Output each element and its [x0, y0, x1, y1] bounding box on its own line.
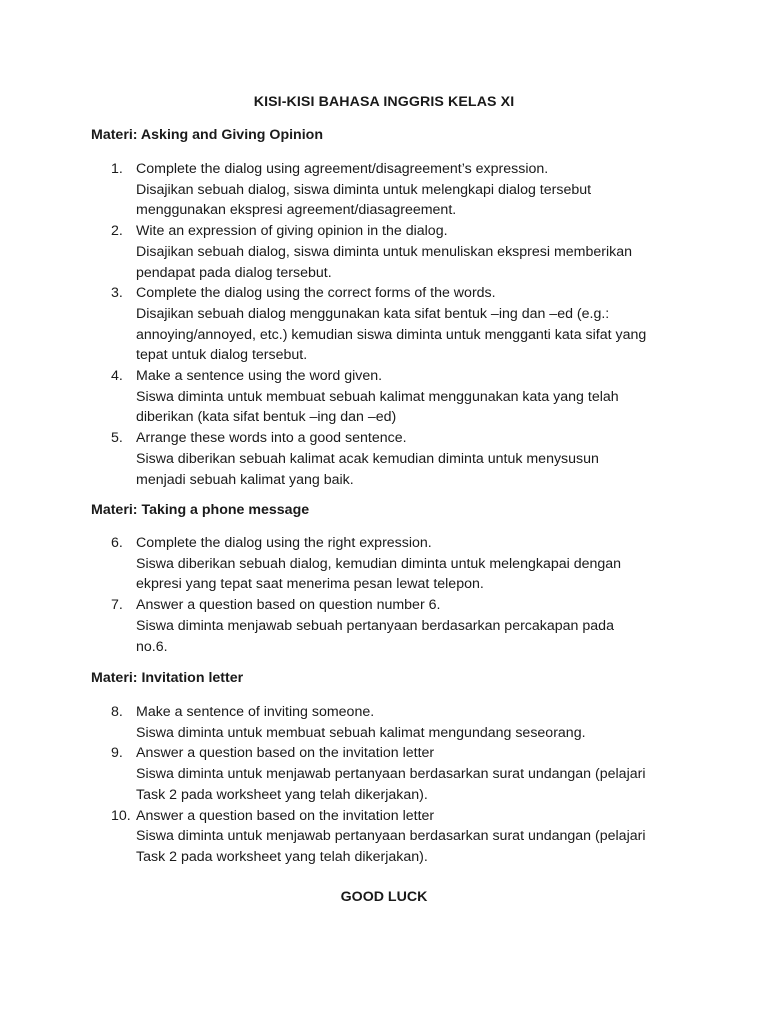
list-item: [91, 221, 691, 283]
list-item: [91, 283, 691, 366]
section-heading-asking-giving-opinion: Materi: Asking and Giving Opinion: [91, 127, 324, 143]
item-line: menjadi sebuah kalimat yang baik.: [136, 471, 354, 488]
item-line: Siswa diminta untuk membuat sebuah kalimat menggunakan kata yang telah: [136, 388, 619, 405]
page-title: KISI-KISI BAHASA INGGRIS KELAS XI: [253, 94, 515, 110]
item-line: Task 2 pada worksheet yang telah dikerjakan).: [136, 786, 428, 803]
item-number: 5.: [111, 430, 123, 447]
question-list-section-1: [91, 159, 691, 490]
item-number: 3.: [111, 285, 123, 302]
section-heading-taking-phone-message: Materi: Taking a phone message: [91, 502, 310, 518]
item-line: Disajikan sebuah dialog, siswa diminta untuk melengkapi dialog tersebut: [136, 181, 592, 198]
item-number: 6.: [111, 535, 123, 551]
item-line: diberikan (kata sifat bentuk –ing dan –ed): [136, 409, 397, 426]
item-number: 7.: [111, 597, 123, 614]
item-line: Siswa diminta menjawab sebuah pertanyaan berdasarkan percakapan pada: [136, 617, 614, 634]
item-line: Make a sentence using the word given.: [136, 368, 383, 385]
item-line: Siswa diminta untuk membuat sebuah kalimat mengundang seseorang.: [136, 724, 586, 741]
question-list-section-3: [91, 702, 691, 868]
item-number: 4.: [111, 368, 123, 385]
list-item: [91, 806, 691, 868]
item-number: 1.: [111, 161, 123, 177]
item-number: 8.: [111, 704, 123, 720]
section-heading-invitation-letter: Materi: Invitation letter: [91, 670, 244, 686]
item-number: 9.: [111, 745, 123, 762]
item-line: pendapat pada dialog tersebut.: [136, 264, 332, 281]
list-item: [91, 702, 691, 743]
list-item: [91, 159, 691, 221]
list-item: [91, 595, 691, 657]
item-number: 2.: [111, 223, 123, 240]
list-item: [91, 428, 691, 490]
question-list-section-2: [91, 533, 691, 657]
item-line: Disajikan sebuah dialog menggunakan kata sifat bentuk –ing dan –ed (e.g.:: [136, 305, 610, 322]
item-line: Wite an expression of giving opinion in the dialog.: [136, 223, 448, 240]
item-line: Disajikan sebuah dialog, siswa diminta untuk menuliskan ekspresi memberikan: [136, 243, 633, 260]
item-line: Task 2 pada worksheet yang telah dikerjakan).: [136, 848, 428, 865]
list-item: [91, 366, 691, 428]
item-line: menggunakan ekspresi agreement/diasagreement.: [136, 202, 457, 219]
list-item: [91, 533, 691, 595]
list-item: [91, 743, 691, 805]
item-line: Answer a question based on the invitation letter: [136, 807, 435, 824]
item-line: Siswa diberikan sebuah dialog, kemudian diminta untuk melengkapai dengan: [136, 555, 622, 572]
item-line: Complete the dialog using the correct forms of the words.: [136, 285, 496, 302]
item-line: Make a sentence of inviting someone.: [136, 704, 375, 720]
item-line: Answer a question based on the invitation letter: [136, 745, 435, 762]
item-line: Siswa diberikan sebuah kalimat acak kemudian diminta untuk menysusun: [136, 450, 599, 467]
item-line: Complete the dialog using agreement/disagreement’s expression.: [136, 161, 549, 177]
closing-text: GOOD LUCK: [340, 889, 428, 905]
item-line: Answer a question based on question number 6.: [136, 597, 441, 614]
item-line: tepat untuk dialog tersebut.: [136, 347, 308, 364]
item-line: annoying/annoyed, etc.) kemudian siswa diminta untuk mengganti kata sifat yang: [136, 326, 647, 343]
item-number: 10.: [111, 807, 131, 824]
item-line: Arrange these words into a good sentence.: [136, 430, 407, 447]
item-line: Siswa diminta untuk menjawab pertanyaan berdasarkan surat undangan (pelajari: [136, 828, 646, 845]
item-line: Complete the dialog using the right expression.: [136, 535, 432, 551]
item-line: Siswa diminta untuk menjawab pertanyaan berdasarkan surat undangan (pelajari: [136, 766, 646, 783]
item-line: no.6.: [136, 638, 168, 655]
item-line: ekpresi yang tepat saat menerima pesan lewat telepon.: [136, 576, 484, 593]
